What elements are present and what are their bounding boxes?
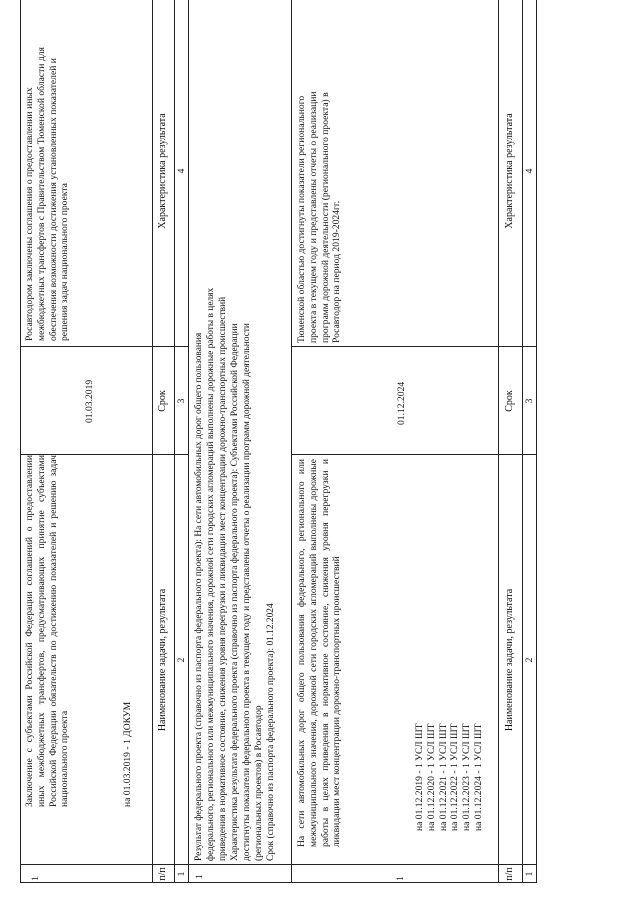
header-result: Характеристика результата [504,113,515,229]
table-border [188,864,291,865]
federal-result-line: федерального, регионального или межмуниципального значения, дорожной сети городских агломераций выполнены дорожные работы в целях [206,287,216,861]
table-border [498,0,499,883]
table-border [291,346,536,347]
header-task-name: Наименование задачи, результата [504,588,515,732]
federal-deadline-line: Срок (справочно из паспорта федерального проекта): 01.12.2024 [266,603,276,861]
federal-result-line: приведения в нормативное состояние, снижения уровня перегрузки и ликвидации мест концентрации дорожно-транспортных происшествий [218,296,228,861]
task-name: Заключение с субъектами Российской Федерации соглашений о предоставлении иных межбюджетных трансфертов, предусматривающих принятие субъектами Российской Федерации обязательств по достижению показателей и решению задач национального проекта [24,455,71,807]
column-number: 2 [524,657,535,663]
table-border [188,882,291,883]
row-number: 1 [395,876,406,881]
header-deadline: Срок [504,390,515,412]
task-result: Росавтодором заключены соглашения о предоставлении иных межбюджетных трансфертов с Правительством Тюменской области для обеспечения возможности достижения установленных показателей и решения задач национального проекта [24,47,71,341]
schedule-item: на 01.12.2021 - 1 УСЛ ШТ [437,723,449,831]
table-border [174,0,175,883]
federal-characteristic-line: достигнуты показатели федерального проекта в текущем году и представлены отчеты о реализации программ дорожной деятельности [242,323,252,861]
task-deadline: 01.12.2024 [396,381,407,425]
table-border [291,454,536,455]
table-border [291,882,536,883]
column-number: 1 [176,871,187,877]
header-task-name: Наименование задачи, результата [157,588,168,732]
federal-characteristic-line: Характеристика результата федерального проекта (справочно из паспорта федерального проекта): Субъектами Российской Федерации [230,323,240,861]
schedule-item: на 01.12.2023 - 1 УСЛ ШТ [461,723,473,831]
federal-characteristic-line: (региональных проектов) в Росавтодор [254,705,264,861]
column-number: 3 [524,398,535,404]
column-number: 2 [176,657,187,663]
task-name: На сети автомобильных дорог общего пользования федерального, регионального или межмуниципального значения, дорожной сети городских агломераций выполнены дорожные работы в целях приведения в нормативное состояние, снижения уровня перегрузки и ликвидации мест концентрации дорожно-транспортных происшествий [296,459,343,847]
header-num: п/п [157,867,168,881]
task-result: Тюменской областью достигнуты показатели регионального проекта в текущем году и представлены отчеты о реализации программ дорожной деятельности (регионального проекта) в Росавтодор на период 2019-2024гг. [296,91,343,343]
schedule-item: на 01.12.2024 - 1 УСЛ ШТ [472,723,484,831]
federal-result-line: Результат федерального проекта (справочно из паспорта федерального проекта): На сети автомобильных дорог общего пользования [194,332,204,861]
column-number: 4 [524,168,535,174]
row-number: 1 [30,876,41,881]
task-deadline: 01.03.2019 [84,379,95,423]
table-border [291,0,292,883]
column-number: 4 [176,168,187,174]
header-deadline: Срок [157,390,168,412]
table-border-top [20,0,21,883]
header-num: п/п [504,867,515,881]
header-result: Характеристика результата [157,113,168,229]
table-border [522,0,523,883]
block-number: 1 [194,874,205,879]
column-number: 1 [524,871,535,877]
schedule-item: на 01.12.2019 - 1 УСЛ ШТ [414,723,425,831]
column-number: 3 [176,398,187,404]
table-border-bottom [536,0,537,883]
table-border [188,0,189,883]
task-schedule: на 01.03.2019 - 1 ДОКУМ [122,701,133,807]
table-border [152,0,153,883]
task-schedule [414,491,485,831]
schedule-item: на 01.12.2020 - 1 УСЛ ШТ [425,723,437,831]
table-border [291,864,536,865]
schedule-item: на 01.12.2022 - 1 УСЛ ШТ [449,723,461,831]
